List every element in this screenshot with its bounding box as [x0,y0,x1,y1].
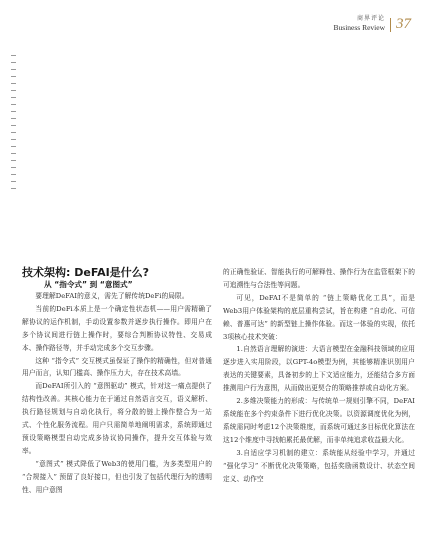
running-header [334,16,411,32]
paragraph: 而DeFAI所引入的 “意图驱动” 模式，针对这一痛点提供了结构性改善。其核心能力在于通过自然语言交互，语义解析、执行路径规划与自动化执行，将分散的链上操作整合为一站式、个性化服务流程。用户只需简单地阐明需求，系统即通过预设策略模型自动完成多协议协同操作，提升交互体验与效率。 [22,382,212,455]
article-subtitle: 从 “指令式” 到 “意图式” [44,280,133,289]
paragraph: 3.自适应学习机制的建立：系统能从经验中学习，并通过 “强化学习” 不断优化决策策略，包括奖励函数设计、状态空间定义、动作空 [223,448,415,483]
paragraph: 2.多维决策能力的形成：与传统单一规则引擎不同，DeFAI系统能在多个约束条件下进行优化决策。以资源调度优化为例，系统需同时考虑12个决策维度，而系统可通过多目标优化算法在这12个维度中寻找帕累托最优解，而非单纯追求收益最大化。 [223,397,415,444]
paragraph: 1.自然语言理解的演进：大语言模型在金融科技领域的应用逐步进入实用阶段，以GPT-4o模型为例，其能够精准识别用户表达的关键要素，具备初步的上下文适应能力，还能结合多方面推测用户行为意图，从而做出更契合的策略推荐或自动化方案。 [223,345,415,393]
section-name-cn: 商界评论 [356,15,385,22]
paragraph: 可见，DeFAI不是简单的 “链上策略优化工具”，而是Web3用户体验架构的底层重构尝试，旨在构建 “自动化、可信赖、普惠可达” 的新型链上操作体验。而这一体验的实现，依托3项核心技术突破： [223,293,415,341]
paragraph: 的正确性验证、智能执行的可解释性、操作行为在监管框架下的可追溯性与合法性等问题。 [223,268,415,289]
left-column [22,266,212,497]
header-divider [390,18,391,32]
paragraph: 要理解DeFAI的意义，需先了解传统DeFi的局限。 [35,292,189,300]
paragraph: 当前的DeFi本质上是一个确定性状态机——用户需精确了解协议的运作机制，手动设置参数并逐步执行操作。即用户在多个协议间进行链上操作时，要综合判断协议特性、交易成本、操作路径等，并手动完成多个交互步骤。 [22,304,212,352]
right-column [223,266,415,485]
margin-tick-marks [11,55,17,205]
header-text [334,16,385,32]
page-number: 37 [396,15,411,32]
article-title: 技术架构: DeFAI是什么? [22,266,150,279]
paragraph: “意图式” 模式降低了Web3的使用门槛，为多类型用户的 “合规接入” 预留了良好接口，但也引发了包括代理行为的透明性、用户意图 [22,459,212,494]
paragraph: 这种 “指令式” 交互模式虽保证了操作的精确性，但对普通用户而言，认知门槛高、操作压力大，存在技术高墙。 [22,356,212,378]
section-name-en: Business Review [333,23,385,32]
